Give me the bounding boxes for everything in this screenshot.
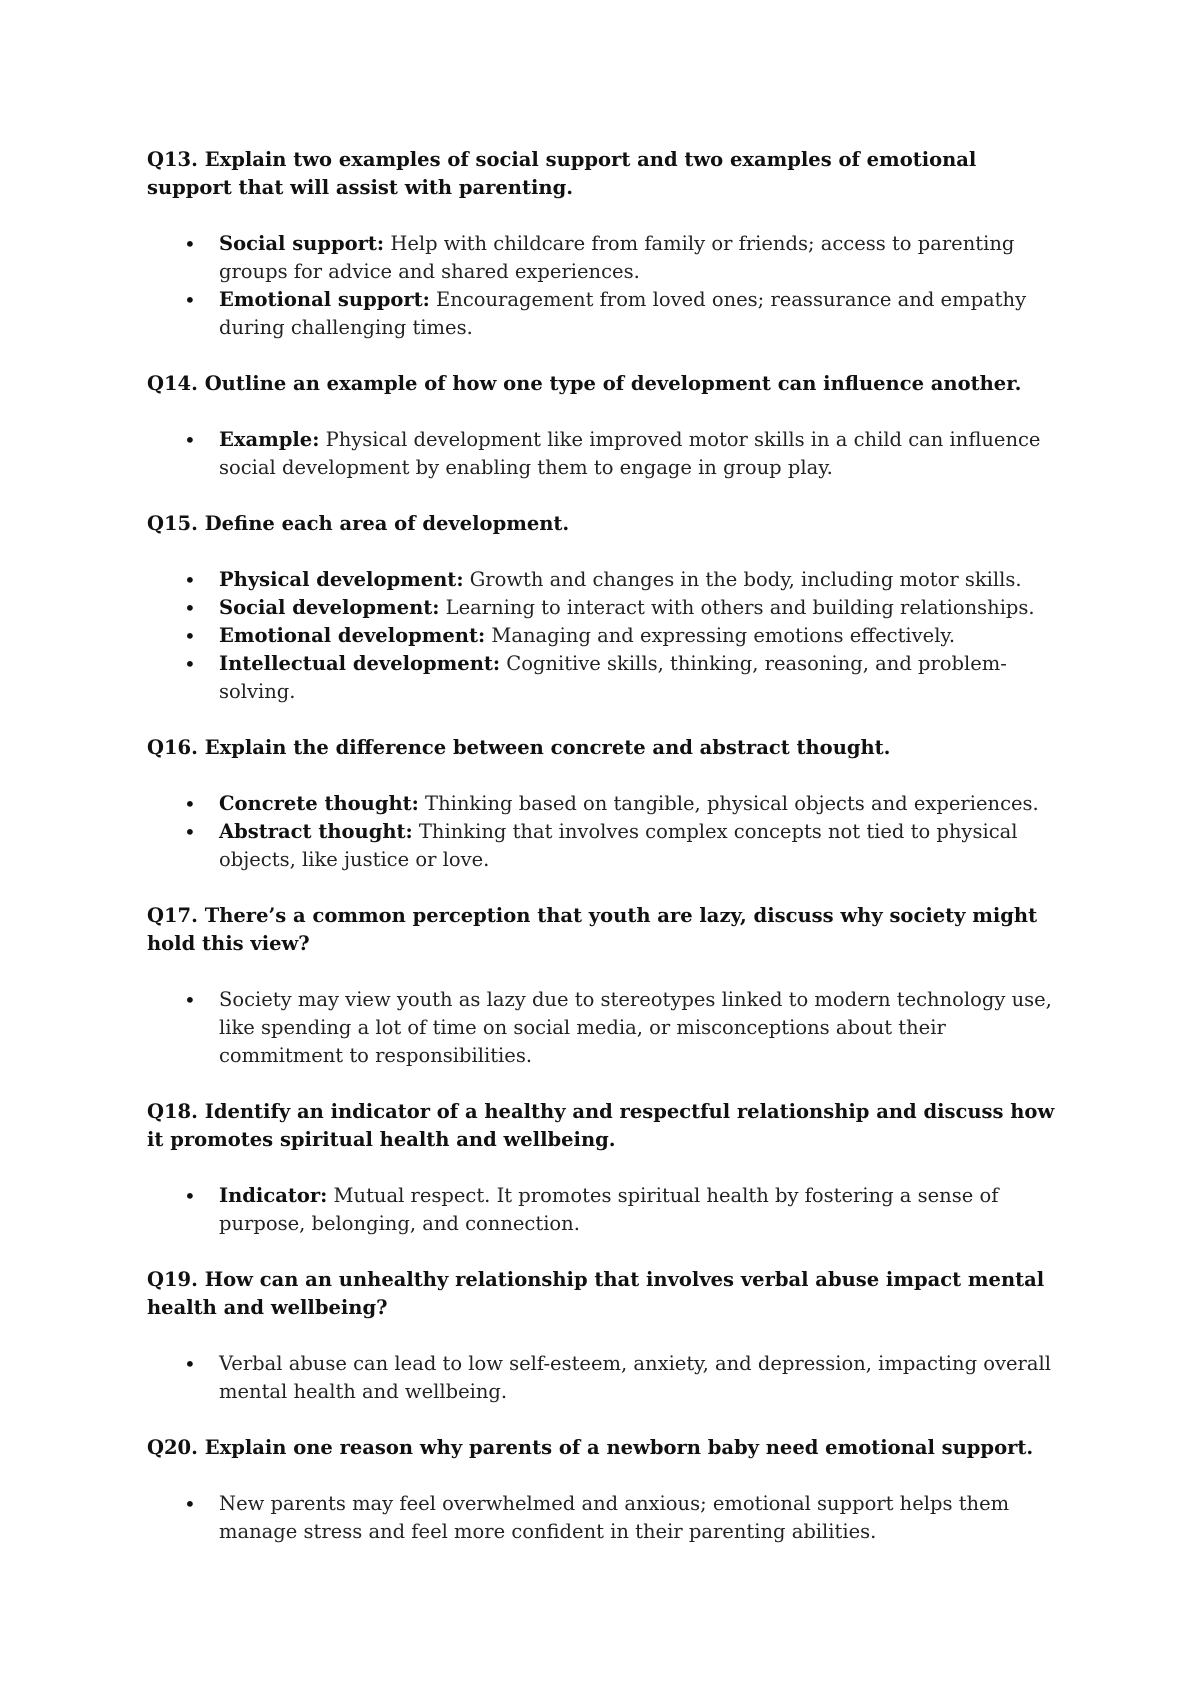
list-item: [147, 426, 1067, 482]
answer-label: Indicator:: [219, 1184, 328, 1207]
list-item: [147, 650, 1067, 706]
answer-list-q16: [147, 790, 1067, 874]
question-q15: Q15. Define each area of development.: [147, 512, 570, 535]
answer-list-q14: [147, 426, 1067, 482]
list-item: [147, 566, 1067, 594]
answer-text: Thinking that involves complex concepts not tied to physical objects, like justice or love.: [219, 820, 1018, 871]
answer-text: Managing and expressing emotions effectively.: [485, 624, 956, 647]
answer-text: Growth and changes in the body, including motor skills.: [463, 568, 1022, 591]
question-q19: Q19. How can an unhealthy relationship that involves verbal abuse impact mental health and wellbeing?: [147, 1268, 1045, 1319]
answer-label: Emotional support:: [219, 288, 430, 311]
answer-text: Encouragement from loved ones; reassurance and empathy during challenging times.: [219, 288, 1027, 339]
list-item: [147, 230, 1067, 286]
question-q18: Q18. Identify an indicator of a healthy and respectful relationship and discuss how it promotes spiritual health and wellbeing.: [147, 1100, 1055, 1151]
answer-text: Verbal abuse can lead to low self-esteem, anxiety, and depression, impacting overall mental health and wellbeing.: [219, 1352, 1051, 1403]
list-item: [147, 790, 1067, 818]
answer-text: Cognitive skills, thinking, reasoning, and problem-solving.: [219, 652, 1007, 703]
list-item: [147, 622, 1067, 650]
question-q20: Q20. Explain one reason why parents of a newborn baby need emotional support.: [147, 1436, 1034, 1459]
list-item: [147, 1490, 1067, 1546]
answer-list-q17: [147, 986, 1067, 1070]
question-q17: Q17. There’s a common perception that youth are lazy, discuss why society might hold this view?: [147, 904, 1038, 955]
answer-list-q19: [147, 1350, 1067, 1406]
list-item: [147, 1350, 1067, 1406]
answer-label: Concrete thought:: [219, 792, 419, 815]
answer-text: New parents may feel overwhelmed and anxious; emotional support helps them manage stress and feel more confident in their parenting abilities.: [219, 1492, 1010, 1543]
list-item: [147, 594, 1067, 622]
answer-label: Physical development:: [219, 568, 464, 591]
list-item: [147, 1182, 1067, 1238]
answer-label: Intellectual development:: [219, 652, 501, 675]
document-page: [147, 146, 1067, 1574]
list-item: [147, 818, 1067, 874]
answer-label: Emotional development:: [219, 624, 486, 647]
answer-list-q13: [147, 230, 1067, 342]
question-q14: Q14. Outline an example of how one type of development can influence another.: [147, 372, 1022, 395]
answer-label: Abstract thought:: [219, 820, 413, 843]
answer-text: Mutual respect. It promotes spiritual health by fostering a sense of purpose, belonging, and connection.: [219, 1184, 999, 1235]
answer-list-q15: [147, 566, 1067, 706]
answer-list-q20: [147, 1490, 1067, 1546]
answer-text: Help with childcare from family or friends; access to parenting groups for advice and shared experiences.: [219, 232, 1015, 283]
answer-text: Learning to interact with others and building relationships.: [439, 596, 1035, 619]
answer-label: Social support:: [219, 232, 385, 255]
answer-text: Physical development like improved motor skills in a child can influence social development by enabling them to engage in group play.: [219, 428, 1041, 479]
answer-label: Social development:: [219, 596, 440, 619]
answer-text: Thinking based on tangible, physical objects and experiences.: [418, 792, 1039, 815]
list-item: [147, 286, 1067, 342]
answer-list-q18: [147, 1182, 1067, 1238]
answer-text: Society may view youth as lazy due to stereotypes linked to modern technology use, like spending a lot of time on social media, or misconceptions about their commitment to responsibilities.: [219, 988, 1052, 1067]
answer-label: Example:: [219, 428, 320, 451]
question-q13: Q13. Explain two examples of social support and two examples of emotional support that will assist with parenting.: [147, 148, 977, 199]
question-q16: Q16. Explain the difference between concrete and abstract thought.: [147, 736, 891, 759]
list-item: [147, 986, 1067, 1070]
